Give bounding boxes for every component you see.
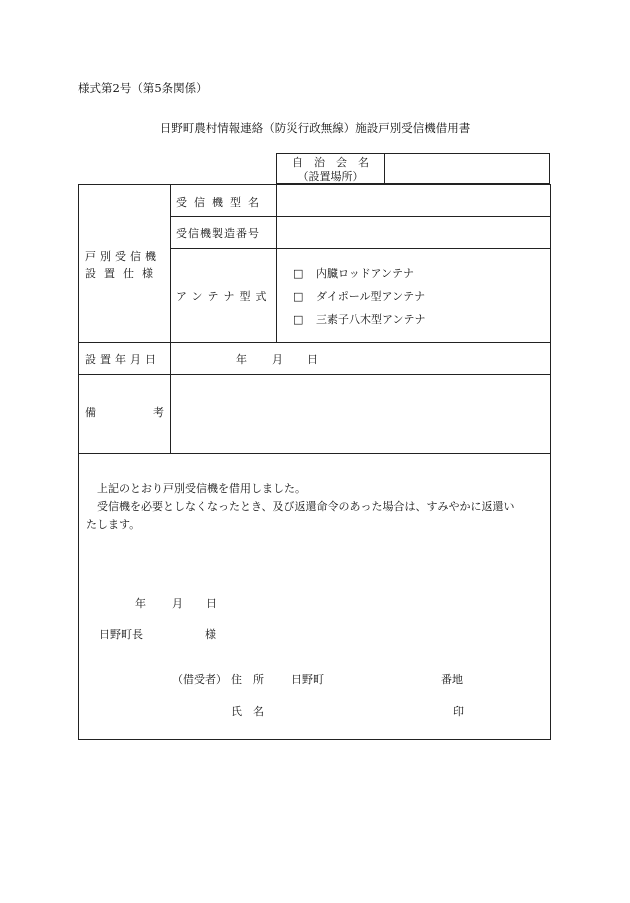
remarks-label-1: 備 xyxy=(85,406,96,419)
statement-date-month: 月 xyxy=(172,597,183,610)
statement-date-year: 年 xyxy=(135,597,146,610)
statement-line-2: 受信機を必要としなくなったとき、及び返還命令のあった場合は、すみやかに返還い xyxy=(97,500,515,513)
antenna-type-label: アンテナ型式 xyxy=(176,290,272,303)
checkbox-icon[interactable]: □ xyxy=(293,313,304,326)
loan-form-table xyxy=(78,184,551,740)
spec-group-label xyxy=(85,248,161,282)
address-town: 日野町 xyxy=(291,673,324,686)
row-divider xyxy=(79,342,550,343)
document-title: 日野町農村情報連絡（防災行政無線）施設戸別受信機借用書 xyxy=(159,121,471,135)
remarks-label-2: 考 xyxy=(153,406,164,419)
antenna-option-yagi[interactable] xyxy=(293,311,426,327)
install-date-label: 設置年月日 xyxy=(85,353,160,366)
addressee: 日野町長 xyxy=(99,628,143,641)
antenna-option-label: 内臓ロッドアンテナ xyxy=(316,267,415,280)
install-date-year: 年 xyxy=(236,353,247,366)
organization-label xyxy=(277,154,385,183)
organization-field[interactable] xyxy=(385,154,549,183)
statement-line-1: 上記のとおり戸別受信機を借用しました。 xyxy=(97,482,306,495)
serial-number-field[interactable] xyxy=(277,217,550,248)
borrower-label: （借受者） xyxy=(172,673,227,686)
spec-group-label-line1: 戸別受信機 xyxy=(85,250,160,263)
antenna-option-dipole[interactable] xyxy=(293,288,425,304)
statement-line-3: たします。 xyxy=(86,518,141,531)
addressee-honorific: 様 xyxy=(205,628,216,641)
name-label: 氏 名 xyxy=(231,705,264,718)
antenna-option-rod[interactable] xyxy=(293,265,414,281)
form-number: 様式第2号（第5条関係） xyxy=(78,81,208,95)
checkbox-icon[interactable]: □ xyxy=(293,267,304,280)
statement-date-day: 日 xyxy=(206,597,217,610)
remarks-field[interactable] xyxy=(171,375,550,453)
organization-box xyxy=(276,153,550,184)
organization-label-line2: （設置場所） xyxy=(297,170,364,183)
statement-text xyxy=(86,480,542,534)
organization-label-line1: 自 治 会 名 xyxy=(292,156,369,169)
install-date-day: 日 xyxy=(307,353,318,366)
install-date-month: 月 xyxy=(272,353,283,366)
antenna-option-label: 三素子八木型アンテナ xyxy=(316,313,426,326)
receiver-model-field[interactable] xyxy=(277,185,550,216)
spec-group-label-line2: 設置仕様 xyxy=(85,267,161,280)
checkbox-icon[interactable]: □ xyxy=(293,290,304,303)
address-suffix: 番地 xyxy=(441,673,463,686)
receiver-model-label: 受信機型名 xyxy=(176,196,266,209)
seal-mark: 印 xyxy=(453,705,464,718)
row-divider xyxy=(170,248,550,249)
row-divider xyxy=(79,453,550,454)
serial-number-label: 受信機製造番号 xyxy=(176,227,260,240)
address-label: 住 所 xyxy=(231,673,264,686)
antenna-option-label: ダイポール型アンテナ xyxy=(316,290,426,303)
